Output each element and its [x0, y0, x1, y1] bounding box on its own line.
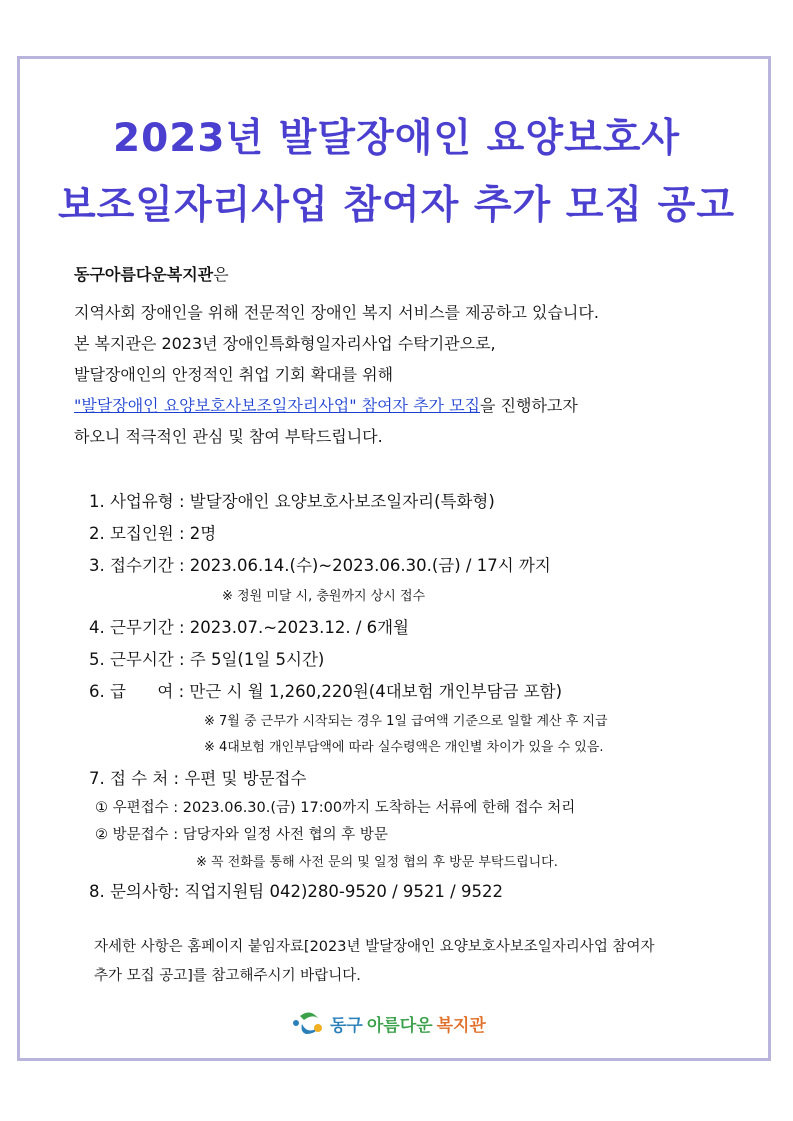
intro-line-1	[74, 267, 229, 283]
intro-line-5	[74, 398, 578, 414]
item-reception-visit: ② 방문접수 : 담당자와 일정 사전 협의 후 방문	[95, 827, 388, 843]
item-reception-mail: ① 우편접수 : 2023.06.30.(금) 17:00까지 도착하는 서류에 한해 접수 처리	[95, 800, 576, 816]
intro-line-3: 본 복지관은 2023년 장애인특화형일자리사업 수탁기관으로,	[74, 334, 496, 353]
item-salary: 6. 급 여 : 만근 시 월 1,260,220원(4대보험 개인부담금 포함)	[89, 682, 563, 701]
footer-line-2: 추가 모집 공고]를 참고해주시기 바랍니다.	[94, 968, 361, 984]
item-salary-note-2: ※ 4대보험 개인부담액에 따라 실수령액은 개인별 차이가 있을 수 있음.	[204, 740, 604, 755]
intro-line-4: 발달장애인의 안정적인 취업 기회 확대를 위해	[74, 365, 394, 384]
item-recruit-count: 2. 모집인원 : 2명	[89, 524, 217, 543]
logo-text-areumdaun: 아름다운	[366, 1015, 433, 1036]
org-name: 동구아름다운복지관	[74, 265, 214, 284]
logo-text-donggu: 동구	[330, 1015, 363, 1036]
item-application-period: 3. 접수기간 : 2023.06.14.(수)~2023.06.30.(금) / 17시 까지	[89, 556, 551, 575]
intro-line-2: 지역사회 장애인을 위해 전문적인 장애인 복지 서비스를 제공하고 있습니다.	[74, 303, 599, 322]
logo-emblem-icon	[288, 1008, 326, 1038]
page-title-line2: 보조일자리사업 참여자 추가 모집 공고	[57, 183, 736, 228]
item-application-note: ※ 정원 미달 시, 충원까지 상시 접수	[222, 589, 426, 604]
item-work-period: 4. 근무기간 : 2023.07.~2023.12. / 6개월	[89, 618, 409, 637]
intro-line-6: 하오니 적극적인 관심 및 참여 부탁드립니다.	[74, 427, 383, 446]
item-business-type: 1. 사업유형 : 발달장애인 요양보호사보조일자리(특화형)	[89, 492, 495, 511]
page-title-line1: 2023년 발달장애인 요양보호사	[112, 116, 681, 161]
welfare-center-logo	[288, 1008, 486, 1038]
item-reception: 7. 접 수 처 : 우편 및 방문접수	[89, 769, 307, 788]
footer-line-1: 자세한 사항은 홈페이지 붙임자료[2023년 발달장애인 요양보호사보조일자리사업 참여자	[94, 939, 655, 955]
item-salary-note-1: ※ 7월 중 근무가 시작되는 경우 1일 급여액 기준으로 일할 계산 후 지급	[204, 714, 608, 729]
item-work-hours: 5. 근무시간 : 주 5일(1일 5시간)	[89, 650, 325, 669]
logo-text-bokjigwan: 복지관	[436, 1015, 486, 1036]
item-reception-note: ※ 꼭 전화를 통해 사전 문의 및 일정 협의 후 방문 부탁드립니다.	[196, 855, 558, 870]
item-inquiry: 8. 문의사항: 직업지원팀 042)280-9520 / 9521 / 9522	[89, 882, 503, 901]
recruitment-link[interactable]: "발달장애인 요양보호사보조일자리사업" 참여자 추가 모집	[74, 396, 481, 415]
intro-line-5-rest: 을 진행하고자	[480, 396, 578, 415]
org-suffix: 은	[213, 265, 229, 284]
